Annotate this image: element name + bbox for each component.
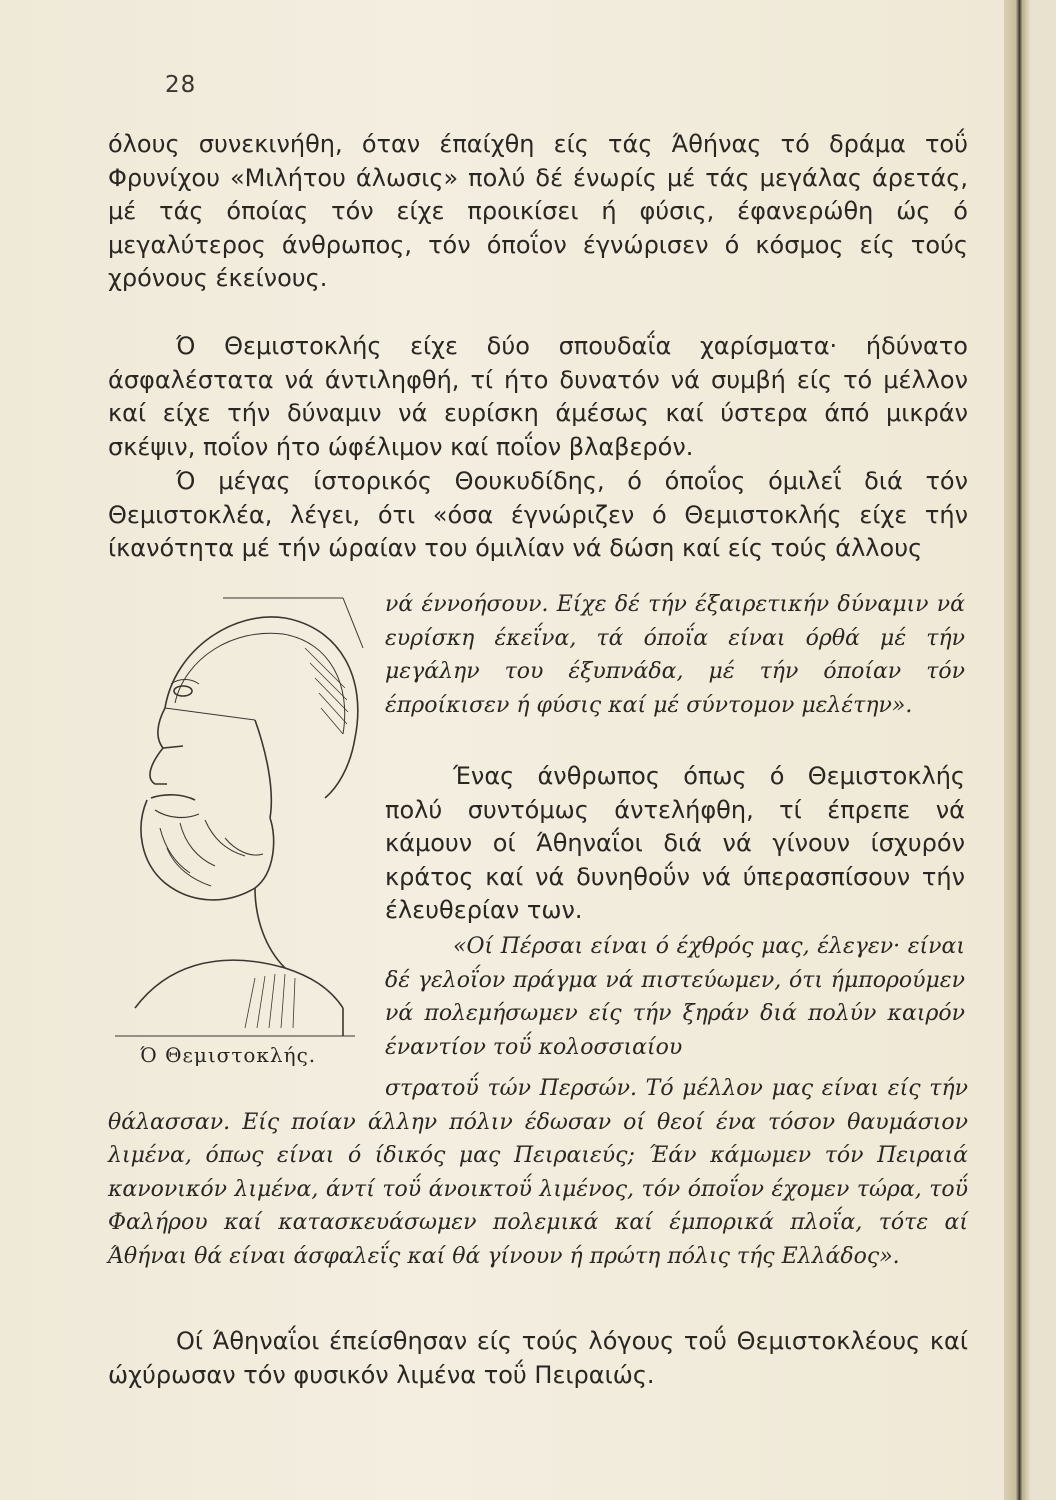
page-number: 28 bbox=[165, 72, 197, 98]
page-edge bbox=[1004, 0, 1030, 1500]
themistocles-bust-illustration bbox=[105, 588, 367, 1038]
paragraph-2: Ό Θεμιστοκλής είχε δύο σπουδαΐα χαρίσματα· ήδύνατο άσφαλέστατα νά άντιληφθή, τί ήτο δυνατόν νά συμβή είς τό μέλλον καί είχε τήν δύναμιν νά ευρίσκη άμέσως καί ύστερα άπό μικράν σκέψιν, ποΐον ήτο ώφέλιμον καί ποΐον βλαβερόν. bbox=[108, 332, 968, 461]
paragraph-5: «Οί Πέρσαι είναι ό έχθρός μας, έλεγεν· είναι δέ γελοΐον πράγμα νά πιστεύωμεν, ότι ήμπορούμεν νά πολεμήσωμεν είς τήν ξηράν διά πολύν καιρόν έναντίον τοΰ κολοσσιαίου bbox=[385, 934, 965, 1060]
paragraph-4: Ένας άνθρωπος όπως ό Θεμιστοκλής πολύ συντόμως άντελήφθη, τί έπρεπε νά κάμουν οί Άθηναΐοι διά νά γίνουν ίσχυρόν κράτος καί νά δυνηθοΰν νά ύπερασπίσουν τήν έλευθερίαν των. bbox=[385, 762, 965, 924]
paragraph-1: όλους συνεκινήθη, όταν έπαίχθη είς τάς Άθήνας τό δράμα τοΰ Φρυνίχου «Μιλήτου άλωσις» πολύ δέ ένωρίς μέ τάς μεγάλας άρετάς, μέ τάς όποίας τόν είχε προικίσει ή φύσις, έφανερώθη ώς ό μεγαλύτερος άνθρωπος, τόν όποΐον έγνώρισεν ό κόσμος είς τούς χρόνους έκείνους. bbox=[108, 130, 968, 292]
paragraph-3: Ό μέγας ίστορικός Θουκυδίδης, ό όποΐος όμιλεΐ διά τόν Θεμιστοκλέα, λέγει, ότι «όσα έγνώριζεν ό Θεμιστοκλής είχε τήν ίκανότητα μέ τήν ώραίαν του όμιλίαν νά δώση καί είς τούς άλλους bbox=[108, 467, 968, 562]
bust-drawing bbox=[105, 588, 367, 1038]
paragraph-6: Οί Άθηναΐοι έπείσθησαν είς τούς λόγους τοΰ Θεμιστοκλέους καί ώχύρωσαν τόν φυσικόν λιμένα τοΰ Πειραιώς. bbox=[108, 1327, 968, 1389]
figure-caption: Ό Θεμιστοκλής. bbox=[140, 1043, 317, 1067]
paragraph-3-continued: νά έννοήσουν. Είχε δέ τήν έξαιρετικήν δύναμιν νά ευρίσκη έκεΐνα, τά όποΐα είναι όρθά μέ τήν μεγάλην του έξυπνάδα, μέ τήν όποίαν τόν έπροίκισεν ή φύσις καί μέ σύντομον μελέτην». bbox=[385, 592, 965, 718]
paragraph-5-continued: στρατοΰ τών Περσών. Τό μέλλον μας είναι είς τήν θάλασσαν. Είς ποίαν άλλην πόλιν έδωσαν οί θεοί ένα τόσον θαυμάσιον λιμένα, όπως είναι ό ίδικός μας Πειραιεύς; Έάν κάμωμεν τόν Πειραιά κανονικόν λιμένα, άντί τοΰ άνοικτοΰ λιμένος, τόν όποΐον έχομεν τώρα, τοΰ Φαλήρου καί κατασκευάσωμεν πολεμικά καί έμπορικά πλοΐα, τότε αί Άθήναι θά είναι άσφαλεΐς καί θά γίνουν ή πρώτη πόλις τής Ελλάδος». bbox=[108, 1076, 968, 1269]
